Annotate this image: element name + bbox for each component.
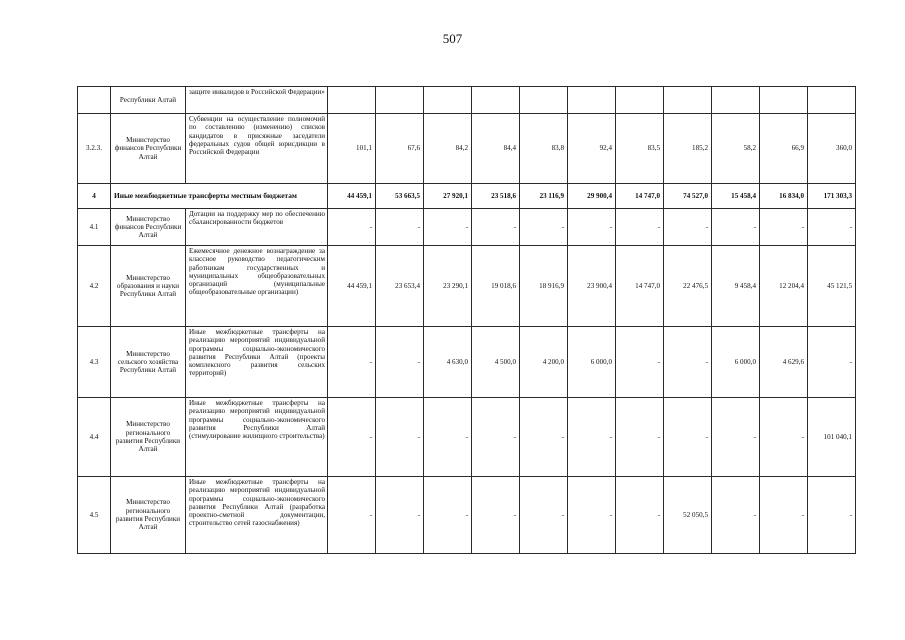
value-cell: 4 200,0 [520, 327, 568, 398]
value-cell: 12 204,4 [760, 246, 808, 327]
row-description: Дотации на поддержку мер по обеспечению сбалансированности бюджетов [186, 209, 328, 246]
section-title: Иные межбюджетные трансферты местным бюджетам [111, 184, 328, 209]
value-cell: 14 747,0 [616, 184, 664, 209]
value-cell: 27 920,1 [424, 184, 472, 209]
value-cell [568, 87, 616, 114]
table-row [78, 477, 856, 554]
value-cell: 14 747,0 [616, 246, 664, 327]
value-cell: - [616, 327, 664, 398]
value-cell: - [472, 398, 520, 477]
value-cell: - [664, 398, 712, 477]
value-cell: - [664, 209, 712, 246]
value-cell [520, 87, 568, 114]
value-cell [328, 87, 376, 114]
value-cell: 29 900,4 [568, 184, 616, 209]
value-cell: 101 040,1 [808, 398, 856, 477]
value-cell: 84,4 [472, 114, 520, 184]
budget-table [77, 86, 856, 554]
row-description: Иные межбюджетные трансферты на реализацию мероприятий индивидуальной программы социально-экономического развития Республики Алтай (стимулирование жилищного строительства) [186, 398, 328, 477]
value-cell: 23 290,1 [424, 246, 472, 327]
value-cell: 83,8 [520, 114, 568, 184]
value-cell: 6 000,0 [568, 327, 616, 398]
value-cell: 4 500,0 [472, 327, 520, 398]
value-cell: 4 630,0 [424, 327, 472, 398]
value-cell: - [520, 477, 568, 554]
value-cell [472, 87, 520, 114]
value-cell: - [808, 209, 856, 246]
value-cell: - [568, 398, 616, 477]
row-description: Иные межбюджетные трансферты на реализацию мероприятий индивидуальной программы социально-экономического развития Республики Алтай (разработка проектно-сметной документации, строительство сетей газоснабжения) [186, 477, 328, 554]
value-cell: - [328, 398, 376, 477]
value-cell: 185,2 [664, 114, 712, 184]
value-cell: 53 663,5 [376, 184, 424, 209]
table-row [78, 246, 856, 327]
value-cell: - [568, 477, 616, 554]
table-row [78, 209, 856, 246]
row-organization: Министерство финансов Республики Алтай [111, 114, 186, 184]
row-code: 4.4 [78, 398, 111, 477]
value-cell: 74 527,0 [664, 184, 712, 209]
value-cell: - [424, 398, 472, 477]
table-row [78, 87, 856, 114]
value-cell: - [424, 209, 472, 246]
value-cell: - [808, 477, 856, 554]
value-cell: - [472, 477, 520, 554]
value-cell: 23 518,6 [472, 184, 520, 209]
row-code: 3.2.3. [78, 114, 111, 184]
value-cell: - [616, 209, 664, 246]
value-cell: 171 303,3 [808, 184, 856, 209]
value-cell: - [808, 327, 856, 398]
value-cell: 22 476,5 [664, 246, 712, 327]
value-cell: - [712, 398, 760, 477]
value-cell [664, 87, 712, 114]
value-cell: 9 458,4 [712, 246, 760, 327]
table-row [78, 114, 856, 184]
row-description: Иные межбюджетные трансферты на реализацию мероприятий индивидуальной программы социально-экономического развития Республики Алтай (проекты комплексного развития сельских территорий) [186, 327, 328, 398]
value-cell: 360,0 [808, 114, 856, 184]
row-code [78, 87, 111, 114]
value-cell: 23 653,4 [376, 246, 424, 327]
row-organization: Министерство образования и науки Республики Алтай [111, 246, 186, 327]
value-cell: 23 900,4 [568, 246, 616, 327]
value-cell: 67,6 [376, 114, 424, 184]
row-description: защите инвалидов в Российской Федерации» [186, 87, 328, 114]
value-cell: 19 018,6 [472, 246, 520, 327]
value-cell [712, 87, 760, 114]
row-code: 4.5 [78, 477, 111, 554]
row-organization: Министерство регионального развития Республики Алтай [111, 398, 186, 477]
value-cell: 16 834,0 [760, 184, 808, 209]
value-cell: - [376, 398, 424, 477]
value-cell [808, 87, 856, 114]
value-cell: 6 000,0 [712, 327, 760, 398]
value-cell: 58,2 [712, 114, 760, 184]
row-description: Ежемесячное денежное вознаграждение за классное руководство педагогическим работникам государственных и муниципальных общеобразовательных организаций (муниципальные общеобразовательные организации) [186, 246, 328, 327]
value-cell: 52 050,5 [664, 477, 712, 554]
value-cell: 92,4 [568, 114, 616, 184]
value-cell: - [712, 209, 760, 246]
value-cell: 45 121,5 [808, 246, 856, 327]
value-cell: - [616, 398, 664, 477]
value-cell [616, 87, 664, 114]
value-cell: 83,5 [616, 114, 664, 184]
value-cell: - [328, 209, 376, 246]
value-cell: - [376, 477, 424, 554]
table-row [78, 398, 856, 477]
row-description: Субвенции на осуществление полномочий по составлению (изменению) списков кандидатов в присяжные заседатели федеральных судов общей юрисдикции в Российской Федерации [186, 114, 328, 184]
value-cell: - [760, 398, 808, 477]
value-cell [760, 87, 808, 114]
value-cell: - [712, 477, 760, 554]
value-cell: - [568, 209, 616, 246]
row-code: 4.3 [78, 327, 111, 398]
row-code: 4.2 [78, 246, 111, 327]
value-cell: - [520, 398, 568, 477]
row-organization: Министерство финансов Республики Алтай [111, 209, 186, 246]
value-cell [376, 87, 424, 114]
row-organization: Министерство регионального развития Республики Алтай [111, 477, 186, 554]
value-cell: 101,1 [328, 114, 376, 184]
value-cell: 44 459,1 [328, 184, 376, 209]
value-cell: - [472, 209, 520, 246]
value-cell: - [328, 477, 376, 554]
value-cell: - [424, 477, 472, 554]
section-row [78, 184, 856, 209]
row-organization: Республики Алтай [111, 87, 186, 114]
row-code: 4.1 [78, 209, 111, 246]
value-cell: - [376, 327, 424, 398]
value-cell: - [616, 477, 664, 554]
value-cell: 18 916,9 [520, 246, 568, 327]
value-cell: 84,2 [424, 114, 472, 184]
value-cell: 15 458,4 [712, 184, 760, 209]
value-cell [424, 87, 472, 114]
table-row [78, 327, 856, 398]
page-number: 507 [442, 31, 463, 46]
value-cell: - [520, 209, 568, 246]
value-cell: - [760, 209, 808, 246]
row-organization: Министерство сельского хозяйства Республики Алтай [111, 327, 186, 398]
value-cell: - [760, 477, 808, 554]
value-cell: 4 629,6 [760, 327, 808, 398]
value-cell: 66,9 [760, 114, 808, 184]
value-cell: 23 116,9 [520, 184, 568, 209]
value-cell: - [376, 209, 424, 246]
value-cell: - [328, 327, 376, 398]
value-cell: - [664, 327, 712, 398]
value-cell: 44 459,1 [328, 246, 376, 327]
section-code: 4 [78, 184, 111, 209]
